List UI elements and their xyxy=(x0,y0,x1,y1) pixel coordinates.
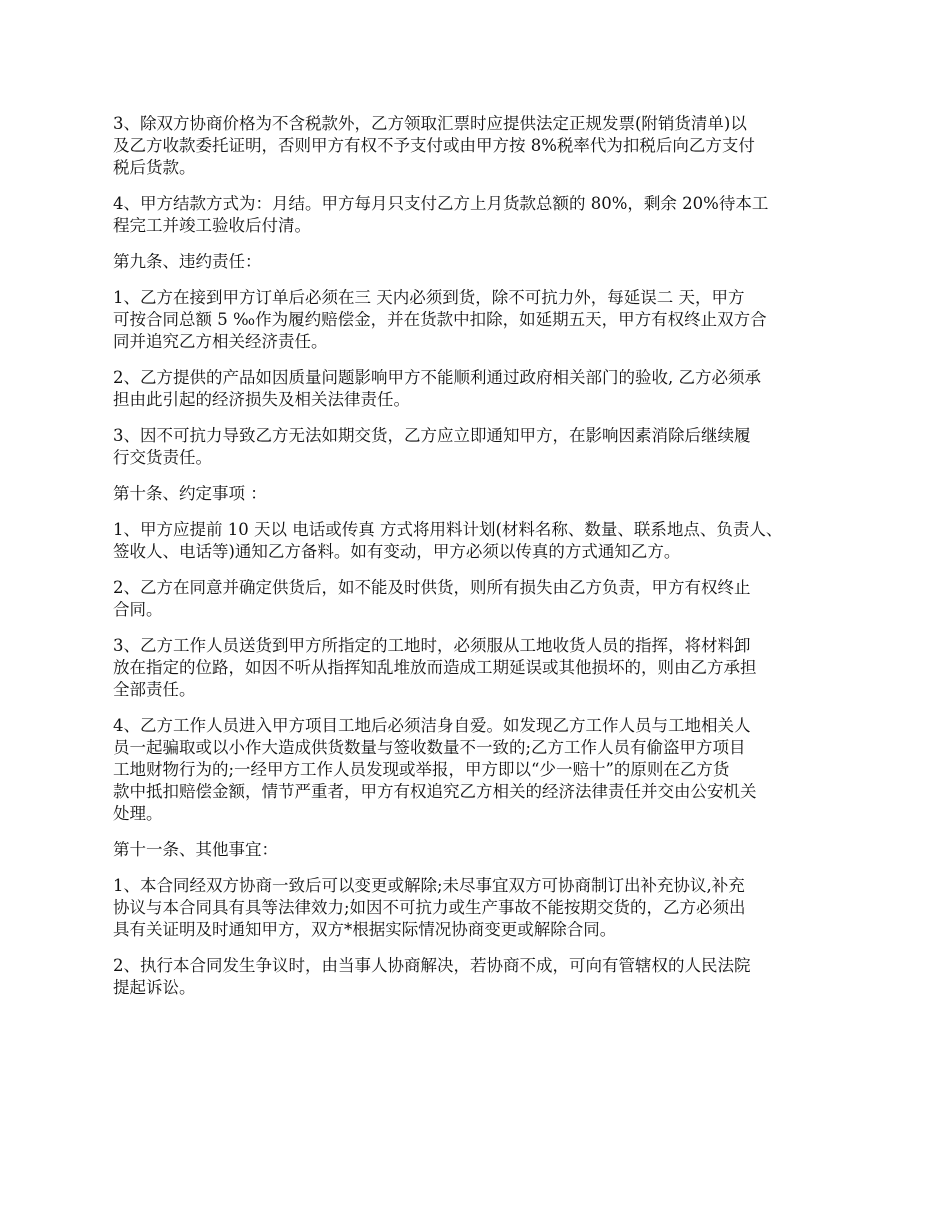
contract-clause xyxy=(113,955,853,999)
text-line: 第九条、违约责任： xyxy=(113,252,262,271)
text-line: 款中抵扣赔偿金额，情节严重者，甲方有权追究乙方相关的经济法律责任并交由公安机关 xyxy=(113,782,757,801)
document-body xyxy=(113,113,853,1013)
section-heading xyxy=(113,483,853,505)
text-line: 全部责任。 xyxy=(113,680,196,699)
text-line: 及乙方收款委托证明，否则甲方有权不予支付或由甲方按 8%税率代为扣税后向乙方支付 xyxy=(113,136,755,155)
text-line: 1、本合同经双方协商一致后可以变更或解除;未尽事宜双方可协商制订出补充协议,补充 xyxy=(113,876,745,895)
text-line: 2、乙方提供的产品如因质量问题影响甲方不能顺利通过政府相关部门的验收, 乙方必须承 xyxy=(113,368,761,387)
text-line: 1、甲方应提前 10 天以 电话或传真 方式将用料计划(材料名称、数量、联系地点、负责人、 xyxy=(113,520,783,539)
contract-clause xyxy=(113,287,853,353)
contract-clause xyxy=(113,635,853,701)
text-line: 放在指定的位路，如因不听从指挥知乱堆放而造成工期延误或其他损坏的，则由乙方承担 xyxy=(113,658,757,677)
text-line: 3、乙方工作人员送货到甲方所指定的工地时，必须服从工地收货人员的指挥，将材料卸 xyxy=(113,636,751,655)
text-line: 签收人、电话等)通知乙方备料。如有变动，甲方必须以传真的方式通知乙方。 xyxy=(113,542,681,561)
text-line: 同并追究乙方相关经济责任。 xyxy=(113,332,328,351)
text-line: 税后货款。 xyxy=(113,158,196,177)
text-line: 工地财物行为的;一经甲方工作人员发现或举报，甲方即以“少一赔十”的原则在乙方货 xyxy=(113,760,730,779)
text-line: 1、乙方在接到甲方订单后必须在三 天内必须到货，除不可抗力外，每延误二 天，甲方 xyxy=(113,288,745,307)
text-line: 担由此引起的经济损失及相关法律责任。 xyxy=(113,390,410,409)
text-line: 4、甲方结款方式为：月结。甲方每月只支付乙方上月货款总额的 80%，剩余 20%待本工 xyxy=(113,194,769,213)
contract-clause xyxy=(113,577,853,621)
text-line: 员一起骗取或以小作大造成供货数量与签收数量不一致的;乙方工作人员有偷盗甲方项目 xyxy=(113,738,746,757)
text-line: 3、除双方协商价格为不含税款外，乙方领取汇票时应提供法定正规发票(附销货清单)以 xyxy=(113,114,747,133)
contract-clause xyxy=(113,193,853,237)
text-line: 行交货责任。 xyxy=(113,448,212,467)
text-line: 2、乙方在同意并确定供货后，如不能及时供货，则所有损失由乙方负责，甲方有权终止 xyxy=(113,578,751,597)
contract-clause xyxy=(113,715,853,825)
text-line: 4、乙方工作人员进入甲方项目工地后必须洁身自爱。如发现乙方工作人员与工地相关人 xyxy=(113,716,751,735)
contract-clause xyxy=(113,113,853,179)
section-heading xyxy=(113,251,853,273)
text-line: 2、执行本合同发生争议时，由当事人协商解决，若协商不成，可向有管辖权的人民法院 xyxy=(113,956,751,975)
text-line: 提起诉讼。 xyxy=(113,978,196,997)
contract-clause xyxy=(113,875,853,941)
section-heading xyxy=(113,839,853,861)
text-line: 可按合同总额 5 ‰作为履约赔偿金，并在货款中扣除，如延期五天，甲方有权终止双方合 xyxy=(113,310,767,329)
contract-clause xyxy=(113,367,853,411)
text-line: 协议与本合同具有具等法律效力;如因不可抗力或生产事故不能按期交货的，乙方必须出 xyxy=(113,898,746,917)
text-line: 第十条、约定事项 ： xyxy=(113,484,267,503)
text-line: 处理。 xyxy=(113,804,163,823)
text-line: 第十一条、其他事宜： xyxy=(113,840,278,859)
text-line: 3、因不可抗力导致乙方无法如期交货，乙方应立即通知甲方，在影响因素消除后继续履 xyxy=(113,426,751,445)
text-line: 程完工并竣工验收后付清。 xyxy=(113,216,311,235)
contract-clause xyxy=(113,519,853,563)
text-line: 合同。 xyxy=(113,600,163,619)
text-line: 具有关证明及时通知甲方，双方*根据实际情况协商变更或解除合同。 xyxy=(113,920,617,939)
contract-clause xyxy=(113,425,853,469)
